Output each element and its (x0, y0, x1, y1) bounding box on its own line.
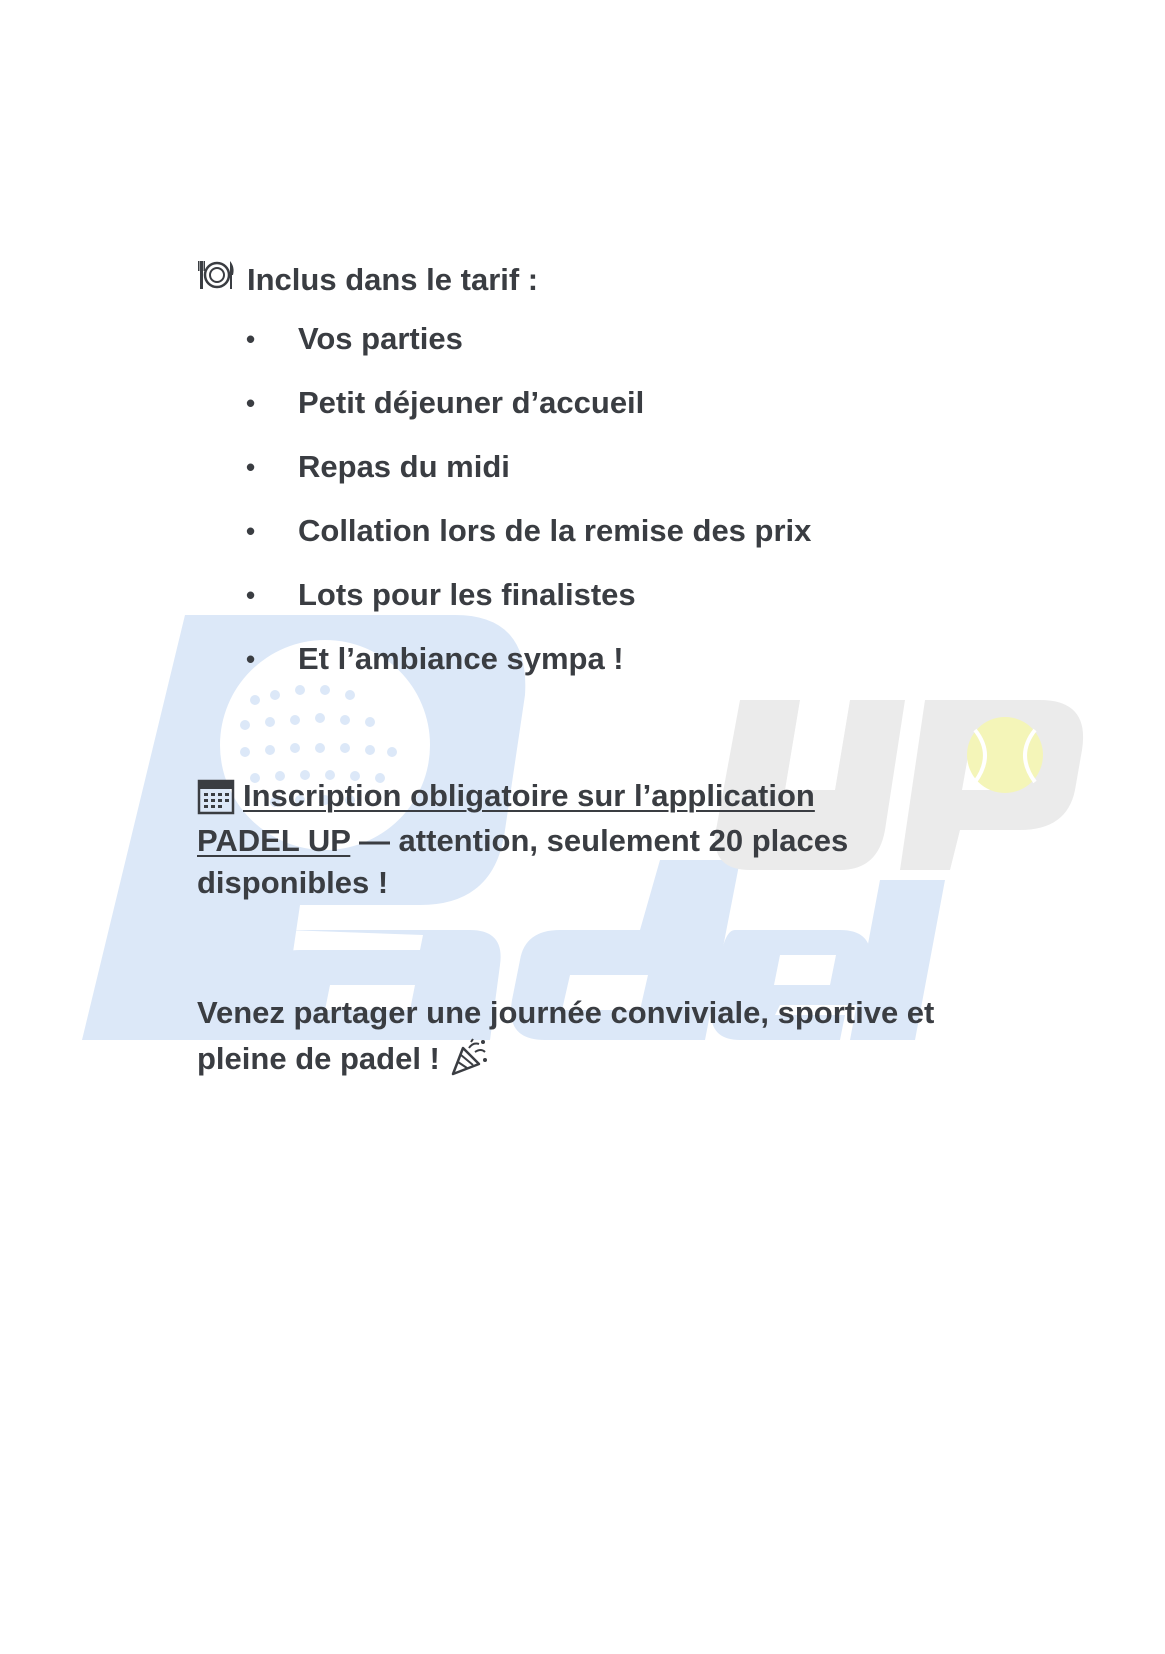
included-heading-text: Inclus dans le tarif : (247, 262, 539, 297)
padel-up-link[interactable]: PADEL UP (197, 822, 351, 858)
calendar-icon (197, 777, 243, 820)
included-heading (197, 255, 977, 305)
watermark-ball (967, 717, 1043, 793)
party-popper-icon (449, 1037, 489, 1083)
signup-paragraph (197, 775, 977, 903)
plate-cutlery-icon (197, 255, 237, 305)
closing-paragraph (197, 990, 977, 1084)
list-item: • Et l’ambiance sympa ! (197, 639, 977, 703)
included-list (197, 319, 977, 703)
list-item: • Collation lors de la remise des prix (197, 511, 977, 575)
document-content (197, 255, 977, 1114)
list-item: • Petit déjeuner d’accueil (197, 383, 977, 447)
list-item: • Lots pour les finalistes (197, 575, 977, 639)
list-item: • Repas du midi (197, 447, 977, 511)
signup-link[interactable]: Inscription obligatoire sur l’application (243, 778, 815, 814)
signup-text: — attention, seulement 20 places disponibles ! (197, 822, 849, 900)
closing-text: Venez partager une journée conviviale, sportive et pleine de padel ! (197, 994, 935, 1076)
list-item: • Vos parties (197, 319, 977, 383)
